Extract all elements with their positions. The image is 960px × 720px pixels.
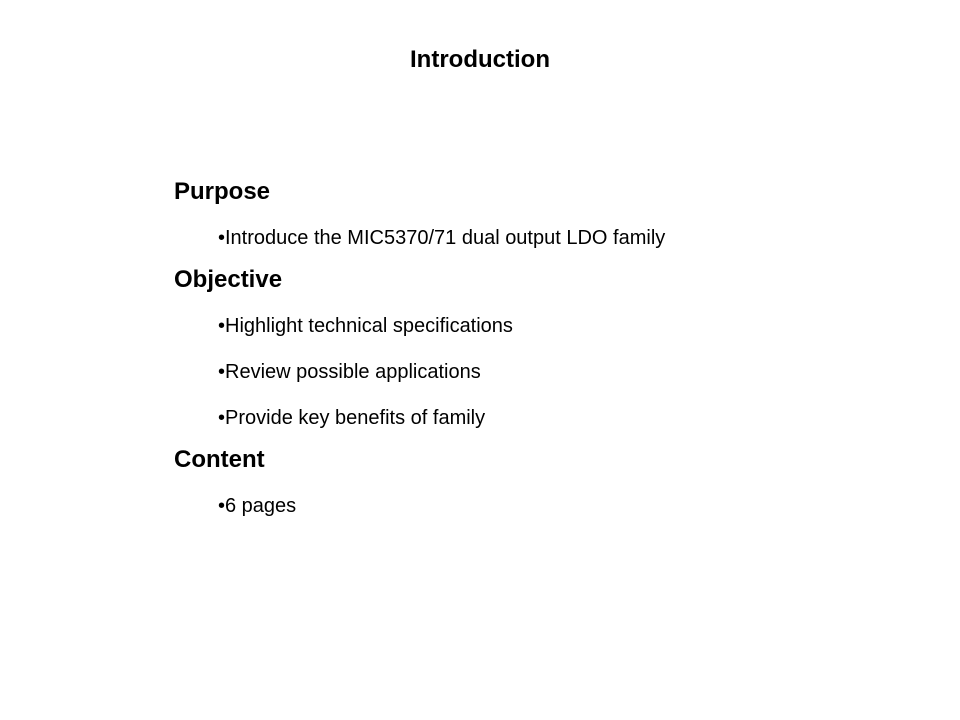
bullet-item: •Review possible applications: [218, 361, 481, 383]
bullet-item: •Highlight technical specifications: [218, 315, 513, 337]
section-heading-objective: Objective: [174, 266, 283, 293]
section-heading-content: Content: [174, 446, 265, 473]
bullet-list-objective: [174, 314, 874, 430]
bullet-item: •6 pages: [218, 495, 297, 517]
bullet-item: •Provide key benefits of family: [218, 407, 486, 429]
bullet-list-purpose: [174, 226, 874, 250]
section-heading-purpose: Purpose: [174, 178, 271, 205]
slide-content: [174, 176, 874, 518]
bullet-list-content: [174, 494, 874, 518]
bullet-item: •Introduce the MIC5370/71 dual output LDO family: [218, 227, 666, 249]
slide-title: Introduction: [410, 46, 550, 73]
